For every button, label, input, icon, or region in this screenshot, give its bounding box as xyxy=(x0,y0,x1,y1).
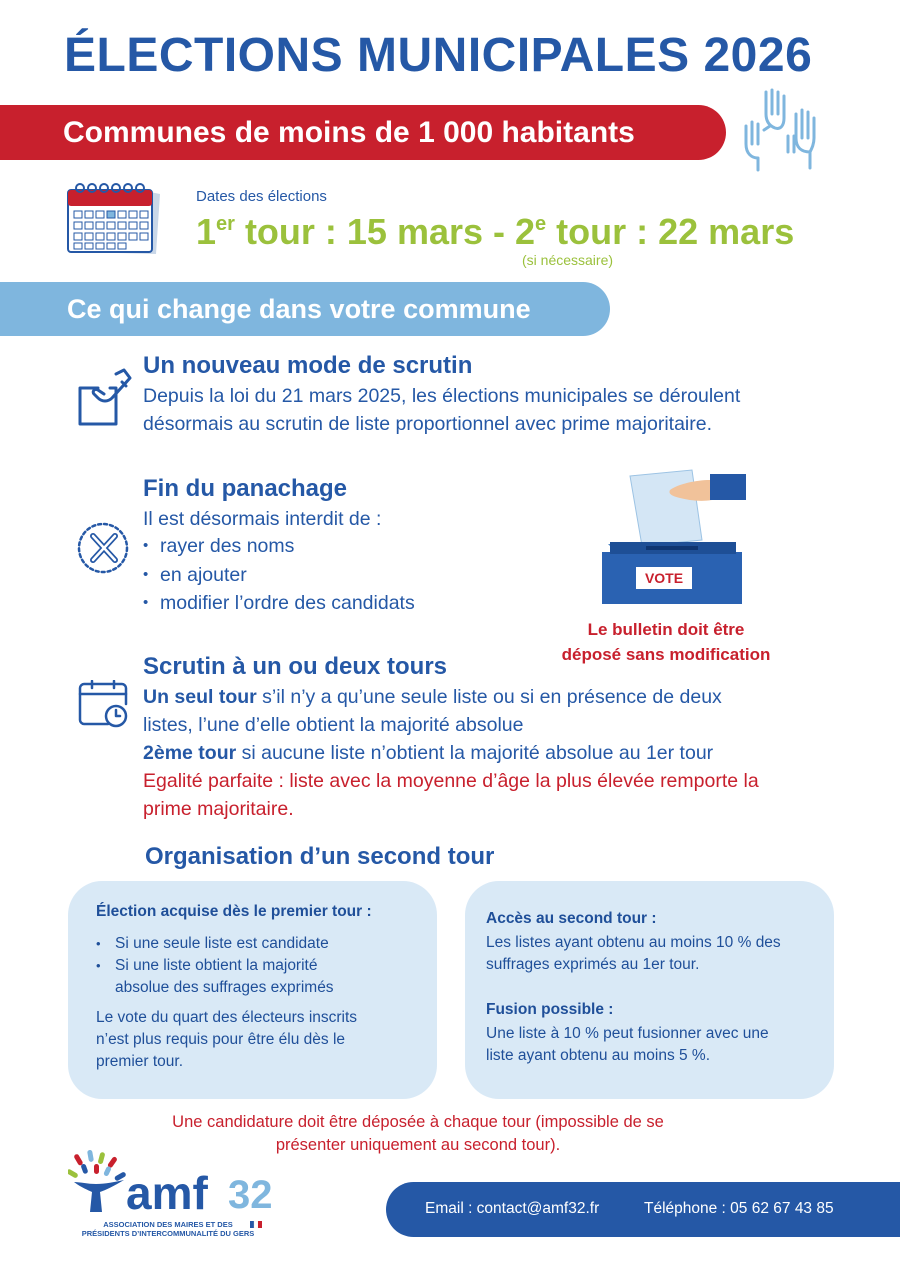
one-round-line-2: listes, l’une d’elle obtient la majorité absolue xyxy=(143,714,524,736)
changes-banner xyxy=(0,282,610,336)
first-round-sup: er xyxy=(216,213,235,235)
tours-title: Scrutin à un ou deux tours xyxy=(143,653,448,680)
access-line-1: Les listes ayant obtenu au moins 10 % des xyxy=(486,934,781,951)
two-round-line xyxy=(143,739,843,767)
one-round-text-1: s’il n’y a qu’une seule liste ou si en présence de deux xyxy=(256,686,722,708)
one-round-line-1 xyxy=(143,683,843,711)
contact-bar xyxy=(386,1182,900,1237)
ballot-box-illustration xyxy=(600,468,746,608)
election-dates xyxy=(196,211,794,253)
calendar-clock-icon xyxy=(78,680,130,728)
list-item: • Si une liste obtient la majorité xyxy=(96,955,329,977)
scrutin-line-2: désormais au scrutin de liste proportionnel avec prime majoritaire. xyxy=(143,413,713,435)
vote-caption-line-2: déposé sans modification xyxy=(561,645,771,664)
vote-label: VOTE xyxy=(644,570,684,586)
list-item: • en ajouter xyxy=(143,561,415,590)
amf-org-line-1: ASSOCIATION DES MAIRES ET DES xyxy=(103,1220,233,1229)
vote-caption xyxy=(530,617,802,667)
access-title: Accès au second tour : xyxy=(486,910,657,927)
one-round-bold: Un seul tour xyxy=(143,686,257,708)
organisation-title: Organisation d’un second tour xyxy=(145,843,495,870)
scrutin-text xyxy=(143,382,740,438)
french-flag-icon xyxy=(250,1221,262,1228)
two-round-bold: 2ème tour xyxy=(143,742,237,764)
fusion-text xyxy=(486,1023,769,1067)
panachage-intro: Il est désormais interdit de : xyxy=(143,508,382,530)
fusion-title: Fusion possible : xyxy=(486,1001,614,1018)
cross-circle-icon xyxy=(77,522,129,574)
scrutin-line-1: Depuis la loi du 21 mars 2025, les élections municipales se déroulent xyxy=(143,385,741,407)
first-round-note xyxy=(96,1007,357,1073)
page-title: ÉLECTIONS MUNICIPALES 2026 xyxy=(64,29,813,82)
population-banner-text: Communes de moins de 1 000 habitants xyxy=(63,116,635,149)
fusion-line-2: liste ayant obtenu au moins 5 %. xyxy=(486,1047,711,1064)
ballot-hand-icon xyxy=(76,366,136,428)
changes-banner-text: Ce qui change dans votre commune xyxy=(67,294,531,324)
fusion-line-1: Une liste à 10 % peut fusionner avec une xyxy=(486,1025,769,1042)
access-line-2: suffrages exprimés au 1er tour. xyxy=(486,956,700,973)
first-round-box xyxy=(68,881,437,1099)
candidacy-note xyxy=(130,1111,706,1157)
first-round-note-line-1: Le vote du quart des électeurs inscrits xyxy=(96,1009,358,1026)
list-item: • rayer des noms xyxy=(143,532,415,561)
first-round-number: 1 xyxy=(196,211,217,252)
tie-line-1: Egalité parfaite : liste avec la moyenne d’âge la plus élevée remporte la xyxy=(143,770,759,792)
tours-text xyxy=(143,683,843,823)
first-round-text: tour : 15 mars - 2 xyxy=(234,211,536,252)
list-item: • modifier l’ordre des candidats xyxy=(143,589,415,618)
raised-hands-icon xyxy=(740,86,830,172)
amf-tree-logo-icon xyxy=(68,1150,130,1214)
amf-org-name xyxy=(68,1220,268,1238)
dates-label: Dates des élections xyxy=(196,188,327,205)
second-round-box xyxy=(465,881,834,1099)
amf-logo-text: amf xyxy=(126,1167,208,1219)
contact-phone[interactable]: Téléphone : 05 62 67 43 85 xyxy=(644,1200,834,1217)
first-round-note-line-2: n’est plus requis pour être élu dès le xyxy=(96,1031,346,1048)
panachage-list xyxy=(143,532,415,618)
vote-caption-line-1: Le bulletin doit être xyxy=(587,620,745,639)
amf-org-line-2: PRÉSIDENTS D’INTERCOMMUNALITÉ DU GERS xyxy=(81,1229,255,1238)
first-round-note-line-3: premier tour. xyxy=(96,1053,184,1070)
list-item-continuation: absolue des suffrages exprimés xyxy=(115,979,334,996)
panachage-title: Fin du panachage xyxy=(143,475,348,502)
candidacy-note-line-2: présenter uniquement au second tour). xyxy=(275,1136,561,1154)
candidacy-note-line-1: Une candidature doit être déposée à chaque tour (impossible de se xyxy=(172,1113,664,1131)
calendar-icon xyxy=(66,180,162,256)
second-round-sup: e xyxy=(535,213,547,235)
tie-line-2: prime majoritaire. xyxy=(143,798,294,820)
list-item: • Si une seule liste est candidate xyxy=(96,933,329,955)
first-round-conditions xyxy=(96,933,329,977)
scrutin-title: Un nouveau mode de scrutin xyxy=(143,352,473,379)
population-banner xyxy=(0,105,726,160)
amf-logo-number: 32 xyxy=(228,1173,273,1217)
contact-email[interactable]: Email : contact@amf32.fr xyxy=(425,1200,600,1217)
first-round-box-title: Élection acquise dès le premier tour : xyxy=(96,903,372,920)
second-round-text: tour : 22 mars xyxy=(546,211,795,252)
second-round-note: (si nécessaire) xyxy=(522,252,614,268)
access-text xyxy=(486,932,781,976)
two-round-text: si aucune liste n’obtient la majorité absolue au 1er tour xyxy=(236,742,714,764)
